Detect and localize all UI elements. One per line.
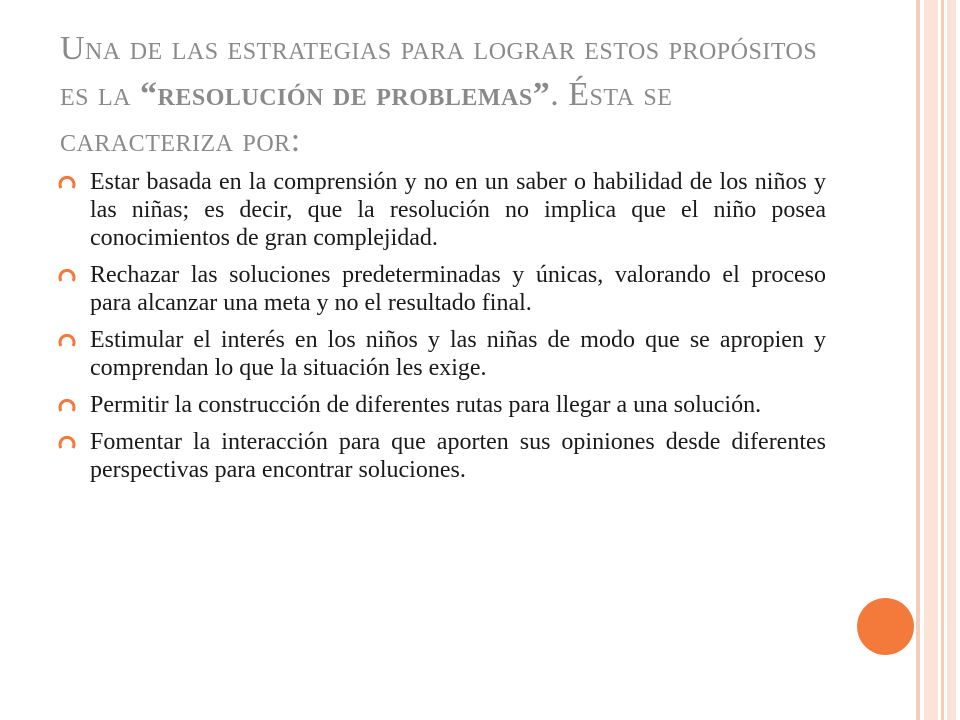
decorative-stripes (916, 0, 960, 720)
bullet-text: Rechazar las soluciones predeterminadas y únicas, valorando el proceso para alcanzar una meta y no el resultado final. (90, 262, 826, 316)
orange-arc-bullet-icon (58, 326, 90, 350)
list-item (58, 428, 826, 484)
list-item (58, 326, 826, 382)
stripe (947, 0, 956, 720)
stripe (941, 0, 944, 720)
list-item (58, 391, 826, 419)
title-text: . Ésta se caracteriza por: (60, 76, 673, 159)
orange-arc-bullet-icon (58, 261, 90, 285)
bullet-text: Estar basada en la comprensión y no en un saber o habilidad de los niños y las niñas; es decir, que la resolución no implica que el niño posea conocimientos de gran complejidad. (90, 169, 826, 251)
bullet-text: Permitir la construcción de diferentes rutas para llegar a una solución. (90, 392, 762, 418)
orange-arc-bullet-icon (58, 428, 90, 452)
bullet-text: Estimular el interés en los niños y las niñas de modo que se apropien y comprendan lo que la situación les exige. (90, 327, 826, 381)
slide-title (60, 26, 840, 164)
title-text: Una de las estrategias para lograr estos propósitos es la (60, 30, 818, 113)
orange-arc-bullet-icon (58, 391, 90, 415)
bullet-text: Fomentar la interacción para que aporten sus opiniones desde diferentes perspectivas para encontrar soluciones. (90, 429, 826, 483)
orange-arc-bullet-icon (58, 168, 90, 192)
stripe (916, 0, 920, 720)
bullet-list (58, 168, 826, 493)
stripe (924, 0, 938, 720)
list-item (58, 261, 826, 317)
title-emphasis: “resolución de problemas” (140, 76, 551, 113)
orange-circle-decoration (857, 598, 914, 655)
list-item (58, 168, 826, 252)
